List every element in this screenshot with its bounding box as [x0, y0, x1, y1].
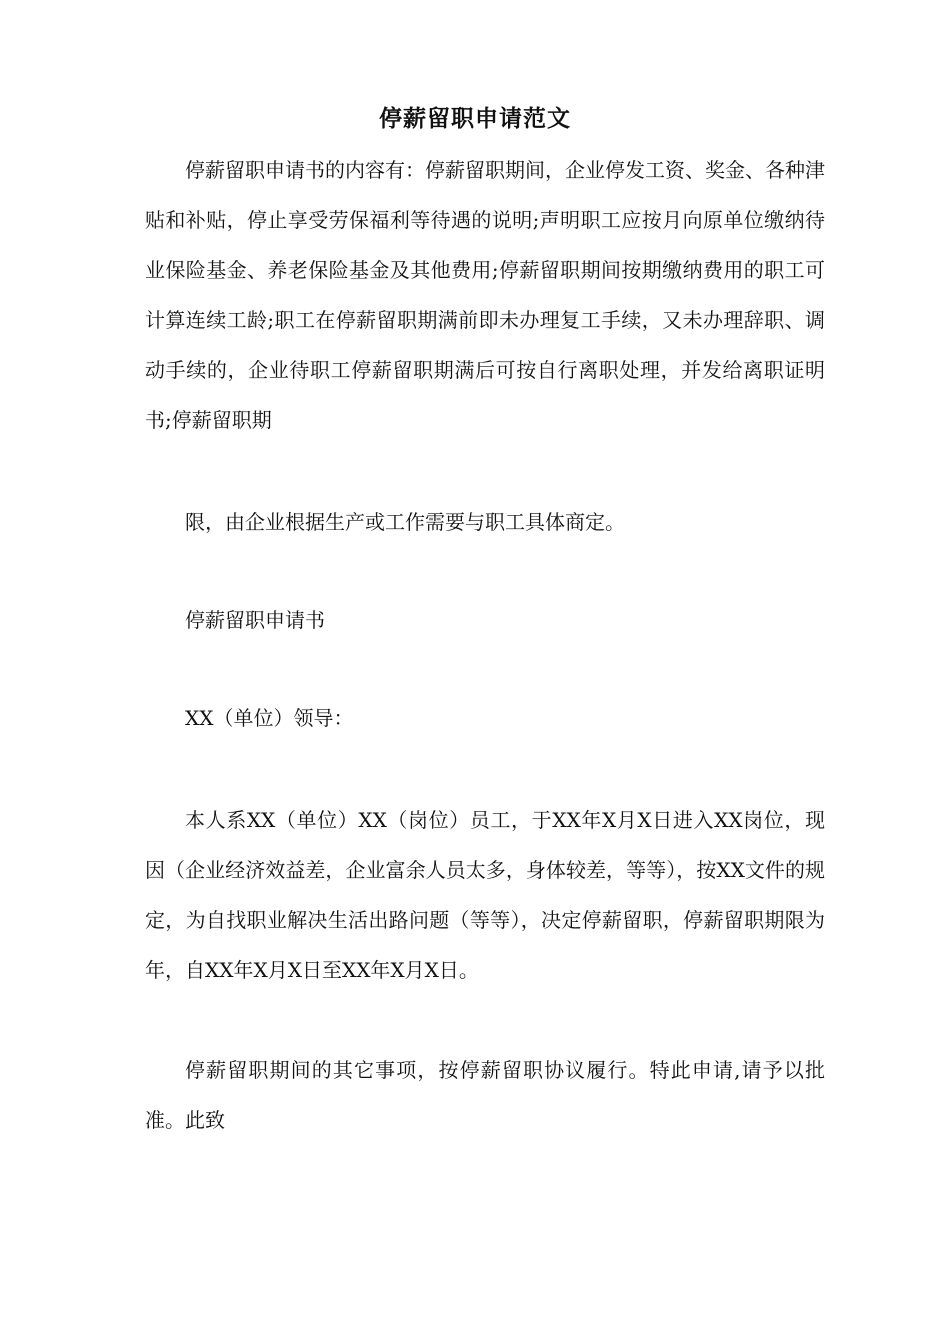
paragraph-period-negotiation: 限，由企业根据生产或工作需要与职工具体商定。	[185, 510, 625, 534]
paragraph-application-body: 本人系XX（单位）XX（岗位）员工，于XX年X月X日进入XX岗位，现因（企业经济效益差，企业富余人员太多，身体较差，等等），按XX文件的规定，为自找职业解决生活出路问题（等等），决定停薪留职，停薪留职期限为 年，自XX年X月X日至XX年X月X日。	[145, 808, 825, 982]
paragraph-closing: 停薪留职期间的其它事项，按停薪留职协议履行。特此申请,请予以批准。此致	[145, 1058, 825, 1132]
document-title: 停薪留职申请范文	[379, 105, 571, 132]
paragraph-salutation: XX（单位）领导：	[185, 706, 354, 730]
paragraph-contents-intro: 停薪留职申请书的内容有：停薪留职期间，企业停发工资、奖金、各种津贴和补贴，停止享受劳保福利等待遇的说明;声明职工应按月向原单位缴纳待业保险基金、养老保险基金及其他费用;停薪留职期间按期缴纳费用的职工可计算连续工龄;职工在停薪留职期满前即未办理复工手续，又未办理辞职、调动手续的，企业待职工停薪留职期满后可按自行离职处理，并发给离职证明书;停薪留职期	[145, 158, 825, 432]
paragraph-application-heading: 停薪留职申请书	[185, 608, 325, 632]
